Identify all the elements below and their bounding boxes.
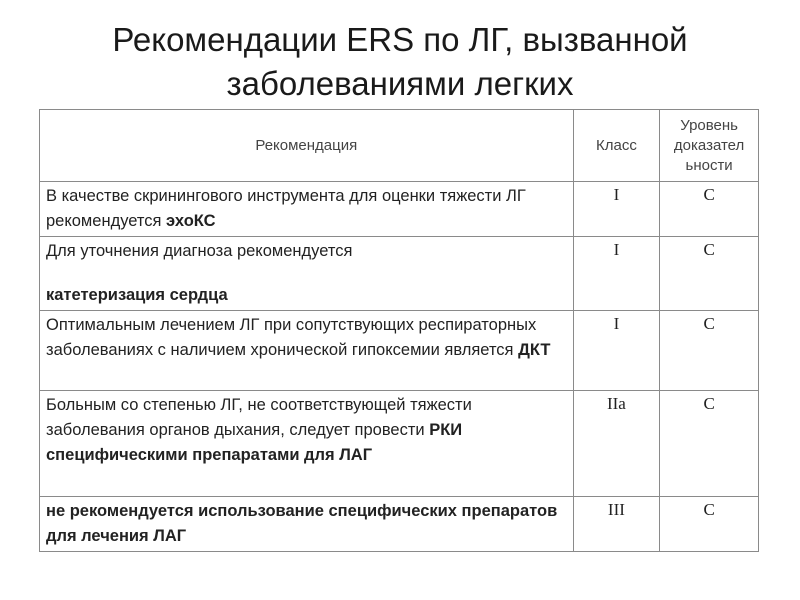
- recommendation-key-term: ДКТ: [518, 341, 551, 359]
- header-level-line-1: Уровень: [680, 116, 738, 134]
- table-row: [40, 237, 759, 311]
- recommendation-key-term: не рекомендуется использование специфических препаратов для лечения ЛАГ: [46, 502, 558, 545]
- class-cell: I: [573, 237, 660, 311]
- recommendation-cell: [40, 391, 574, 497]
- evidence-level-cell: C: [660, 311, 759, 391]
- recommendation-cell: [40, 311, 574, 391]
- header-recommendation: Рекомендация: [40, 110, 574, 182]
- table-row: [40, 391, 759, 497]
- header-level-line-3: ьности: [685, 156, 733, 174]
- recommendation-text: Для уточнения диагноза рекомендуется: [46, 242, 353, 260]
- class-cell: I: [573, 311, 660, 391]
- class-cell: III: [573, 497, 660, 552]
- recommendation-cell: [40, 497, 574, 552]
- slide-title: [0, 18, 800, 106]
- table-row: [40, 311, 759, 391]
- header-level-line-2: доказател: [673, 136, 745, 154]
- recommendation-text: Больным со степенью ЛГ, не соответствующей тяжести заболевания органов дыхания, следует провести: [46, 396, 472, 439]
- evidence-level-cell: C: [660, 237, 759, 311]
- table-row: [40, 182, 759, 237]
- class-cell: IIa: [573, 391, 660, 497]
- recommendations-table: [39, 109, 759, 552]
- header-evidence-level: [660, 110, 759, 182]
- recommendation-key-term: эхоКС: [166, 212, 216, 230]
- recommendation-key-term: РКИ специфическими препаратами для ЛАГ: [46, 421, 463, 464]
- evidence-level-cell: C: [660, 391, 759, 497]
- table-header-row: [40, 110, 759, 182]
- recommendation-cell: [40, 182, 574, 237]
- recommendation-text: В качестве скринингового инструмента для оценки тяжести ЛГ рекомендуется: [46, 187, 526, 230]
- evidence-level-cell: C: [660, 182, 759, 237]
- table-row: [40, 497, 759, 552]
- evidence-level-cell: C: [660, 497, 759, 552]
- title-line-2: заболеваниями легких: [226, 65, 574, 102]
- recommendation-cell: [40, 237, 574, 311]
- recommendation-text: Оптимальным лечением ЛГ при сопутствующих респираторных заболеваниях с наличием хронической гипоксемии является: [46, 316, 537, 359]
- class-cell: I: [573, 182, 660, 237]
- header-class: Класс: [573, 110, 660, 182]
- recommendation-key-term: катетеризация сердца: [46, 286, 228, 304]
- title-line-1: Рекомендации ERS по ЛГ, вызванной: [112, 21, 688, 58]
